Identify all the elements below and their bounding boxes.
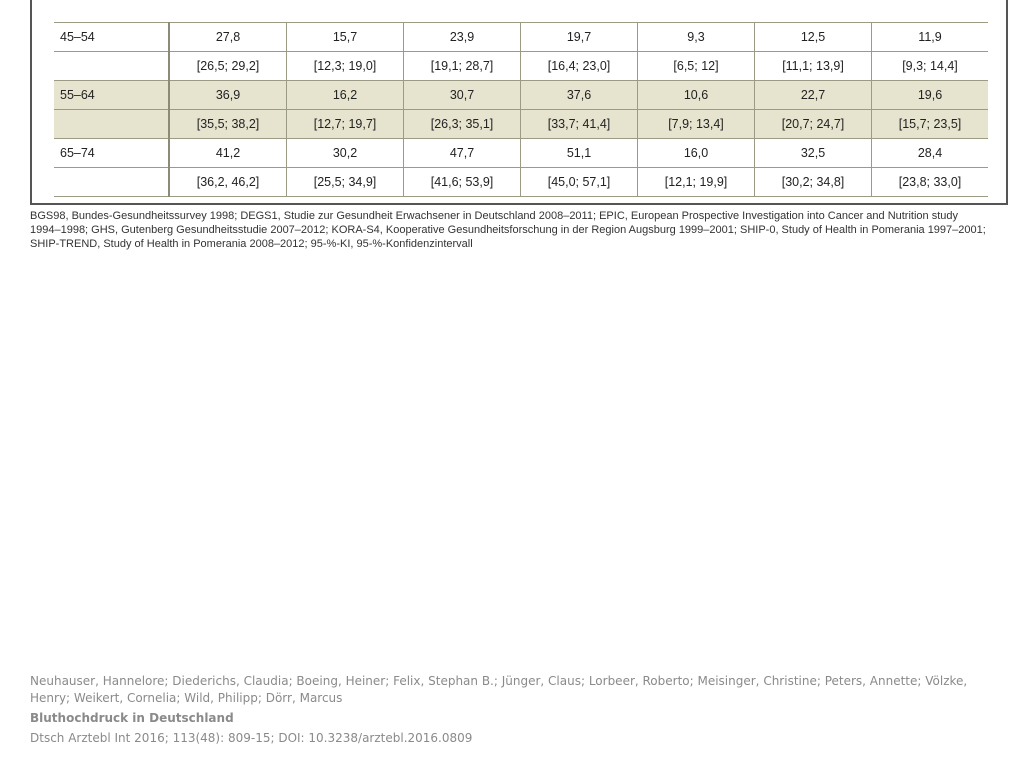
confidence-interval-cell: [26,5; 29,2]	[169, 52, 287, 81]
prevalence-value-cell: 22,7	[755, 81, 872, 110]
prevalence-value-cell: 9,3	[638, 23, 755, 52]
prevalence-value-cell: 28,4	[872, 139, 989, 168]
prevalence-value-cell: 36,9	[169, 81, 287, 110]
empty-age-cell	[54, 52, 169, 81]
prevalence-value-cell: 32,5	[755, 139, 872, 168]
prevalence-value-cell: 15,7	[287, 23, 404, 52]
citation-block	[30, 673, 990, 747]
age-group-label: 45–54	[54, 23, 169, 52]
table-footnote: BGS98, Bundes-Gesundheitssurvey 1998; DEGS1, Studie zur Gesundheit Erwachsener in Deutschland 2008–2011; EPIC, European Prospective Investigation into Cancer and Nutrition study 1994–1998; GHS, Gutenberg Gesundheitsstudie 2007–2012; KORA-S4, Kooperative Gesundheitsforschung in der Region Augsburg 1999–2001; SHIP-0, Study of Health in Pomerania 1997–2001; SHIP-TREND, Study of Health in Pomerania 2008–2012; 95-%-KI, 95-%-Konfidenzintervall	[30, 210, 986, 250]
prevalence-value-cell: 51,1	[521, 139, 638, 168]
confidence-interval-cell: [15,7; 23,5]	[872, 110, 989, 139]
confidence-interval-cell: [12,1; 19,9]	[638, 168, 755, 197]
confidence-interval-cell: [12,3; 19,0]	[287, 52, 404, 81]
empty-age-cell	[54, 168, 169, 197]
prevalence-value-cell: 16,2	[287, 81, 404, 110]
confidence-interval-cell: [30,2; 34,8]	[755, 168, 872, 197]
confidence-interval-cell: [41,6; 53,9]	[404, 168, 521, 197]
prevalence-value-cell: 37,6	[521, 81, 638, 110]
prevalence-value-cell: 27,8	[169, 23, 287, 52]
citation-authors: Neuhauser, Hannelore; Diederichs, Claudia; Boeing, Heiner; Felix, Stephan B.; Jünger, Claus; Lorbeer, Roberto; Meisinger, Christine; Peters, Annette; Völzke, Henry; Weikert, Cornelia; Wild, Philipp; Dörr, Marcus	[30, 674, 968, 705]
confidence-interval-cell: [19,1; 28,7]	[404, 52, 521, 81]
confidence-interval-cell: [7,9; 13,4]	[638, 110, 755, 139]
confidence-interval-cell: [36,2, 46,2]	[169, 168, 287, 197]
prevalence-value-cell: 10,6	[638, 81, 755, 110]
age-group-label: 55–64	[54, 81, 169, 110]
confidence-interval-cell: [26,3; 35,1]	[404, 110, 521, 139]
table-row	[54, 81, 988, 110]
confidence-interval-cell: [9,3; 14,4]	[872, 52, 989, 81]
citation-journal: Dtsch Arztebl Int 2016; 113(48): 809-15; DOI: 10.3238/arztebl.2016.0809	[30, 731, 473, 745]
confidence-interval-cell: [33,7; 41,4]	[521, 110, 638, 139]
citation-title: Bluthochdruck in Deutschland	[30, 711, 234, 725]
prevalence-table	[54, 22, 988, 197]
confidence-interval-cell: [35,5; 38,2]	[169, 110, 287, 139]
prevalence-value-cell: 41,2	[169, 139, 287, 168]
table-row-ci	[54, 52, 988, 81]
confidence-interval-cell: [45,0; 57,1]	[521, 168, 638, 197]
prevalence-value-cell: 19,7	[521, 23, 638, 52]
prevalence-value-cell: 19,6	[872, 81, 989, 110]
table-row-ci	[54, 110, 988, 139]
prevalence-value-cell: 16,0	[638, 139, 755, 168]
confidence-interval-cell: [16,4; 23,0]	[521, 52, 638, 81]
age-group-label: 65–74	[54, 139, 169, 168]
prevalence-value-cell: 30,7	[404, 81, 521, 110]
prevalence-value-cell: 12,5	[755, 23, 872, 52]
prevalence-value-cell: 11,9	[872, 23, 989, 52]
confidence-interval-cell: [11,1; 13,9]	[755, 52, 872, 81]
confidence-interval-cell: [25,5; 34,9]	[287, 168, 404, 197]
table-row	[54, 139, 988, 168]
prevalence-value-cell: 23,9	[404, 23, 521, 52]
table-body	[54, 23, 988, 197]
table-frame	[30, 0, 1008, 205]
table-row	[54, 23, 988, 52]
confidence-interval-cell: [23,8; 33,0]	[872, 168, 989, 197]
empty-age-cell	[54, 110, 169, 139]
prevalence-value-cell: 47,7	[404, 139, 521, 168]
table-row-ci	[54, 168, 988, 197]
confidence-interval-cell: [6,5; 12]	[638, 52, 755, 81]
confidence-interval-cell: [12,7; 19,7]	[287, 110, 404, 139]
prevalence-value-cell: 30,2	[287, 139, 404, 168]
confidence-interval-cell: [20,7; 24,7]	[755, 110, 872, 139]
